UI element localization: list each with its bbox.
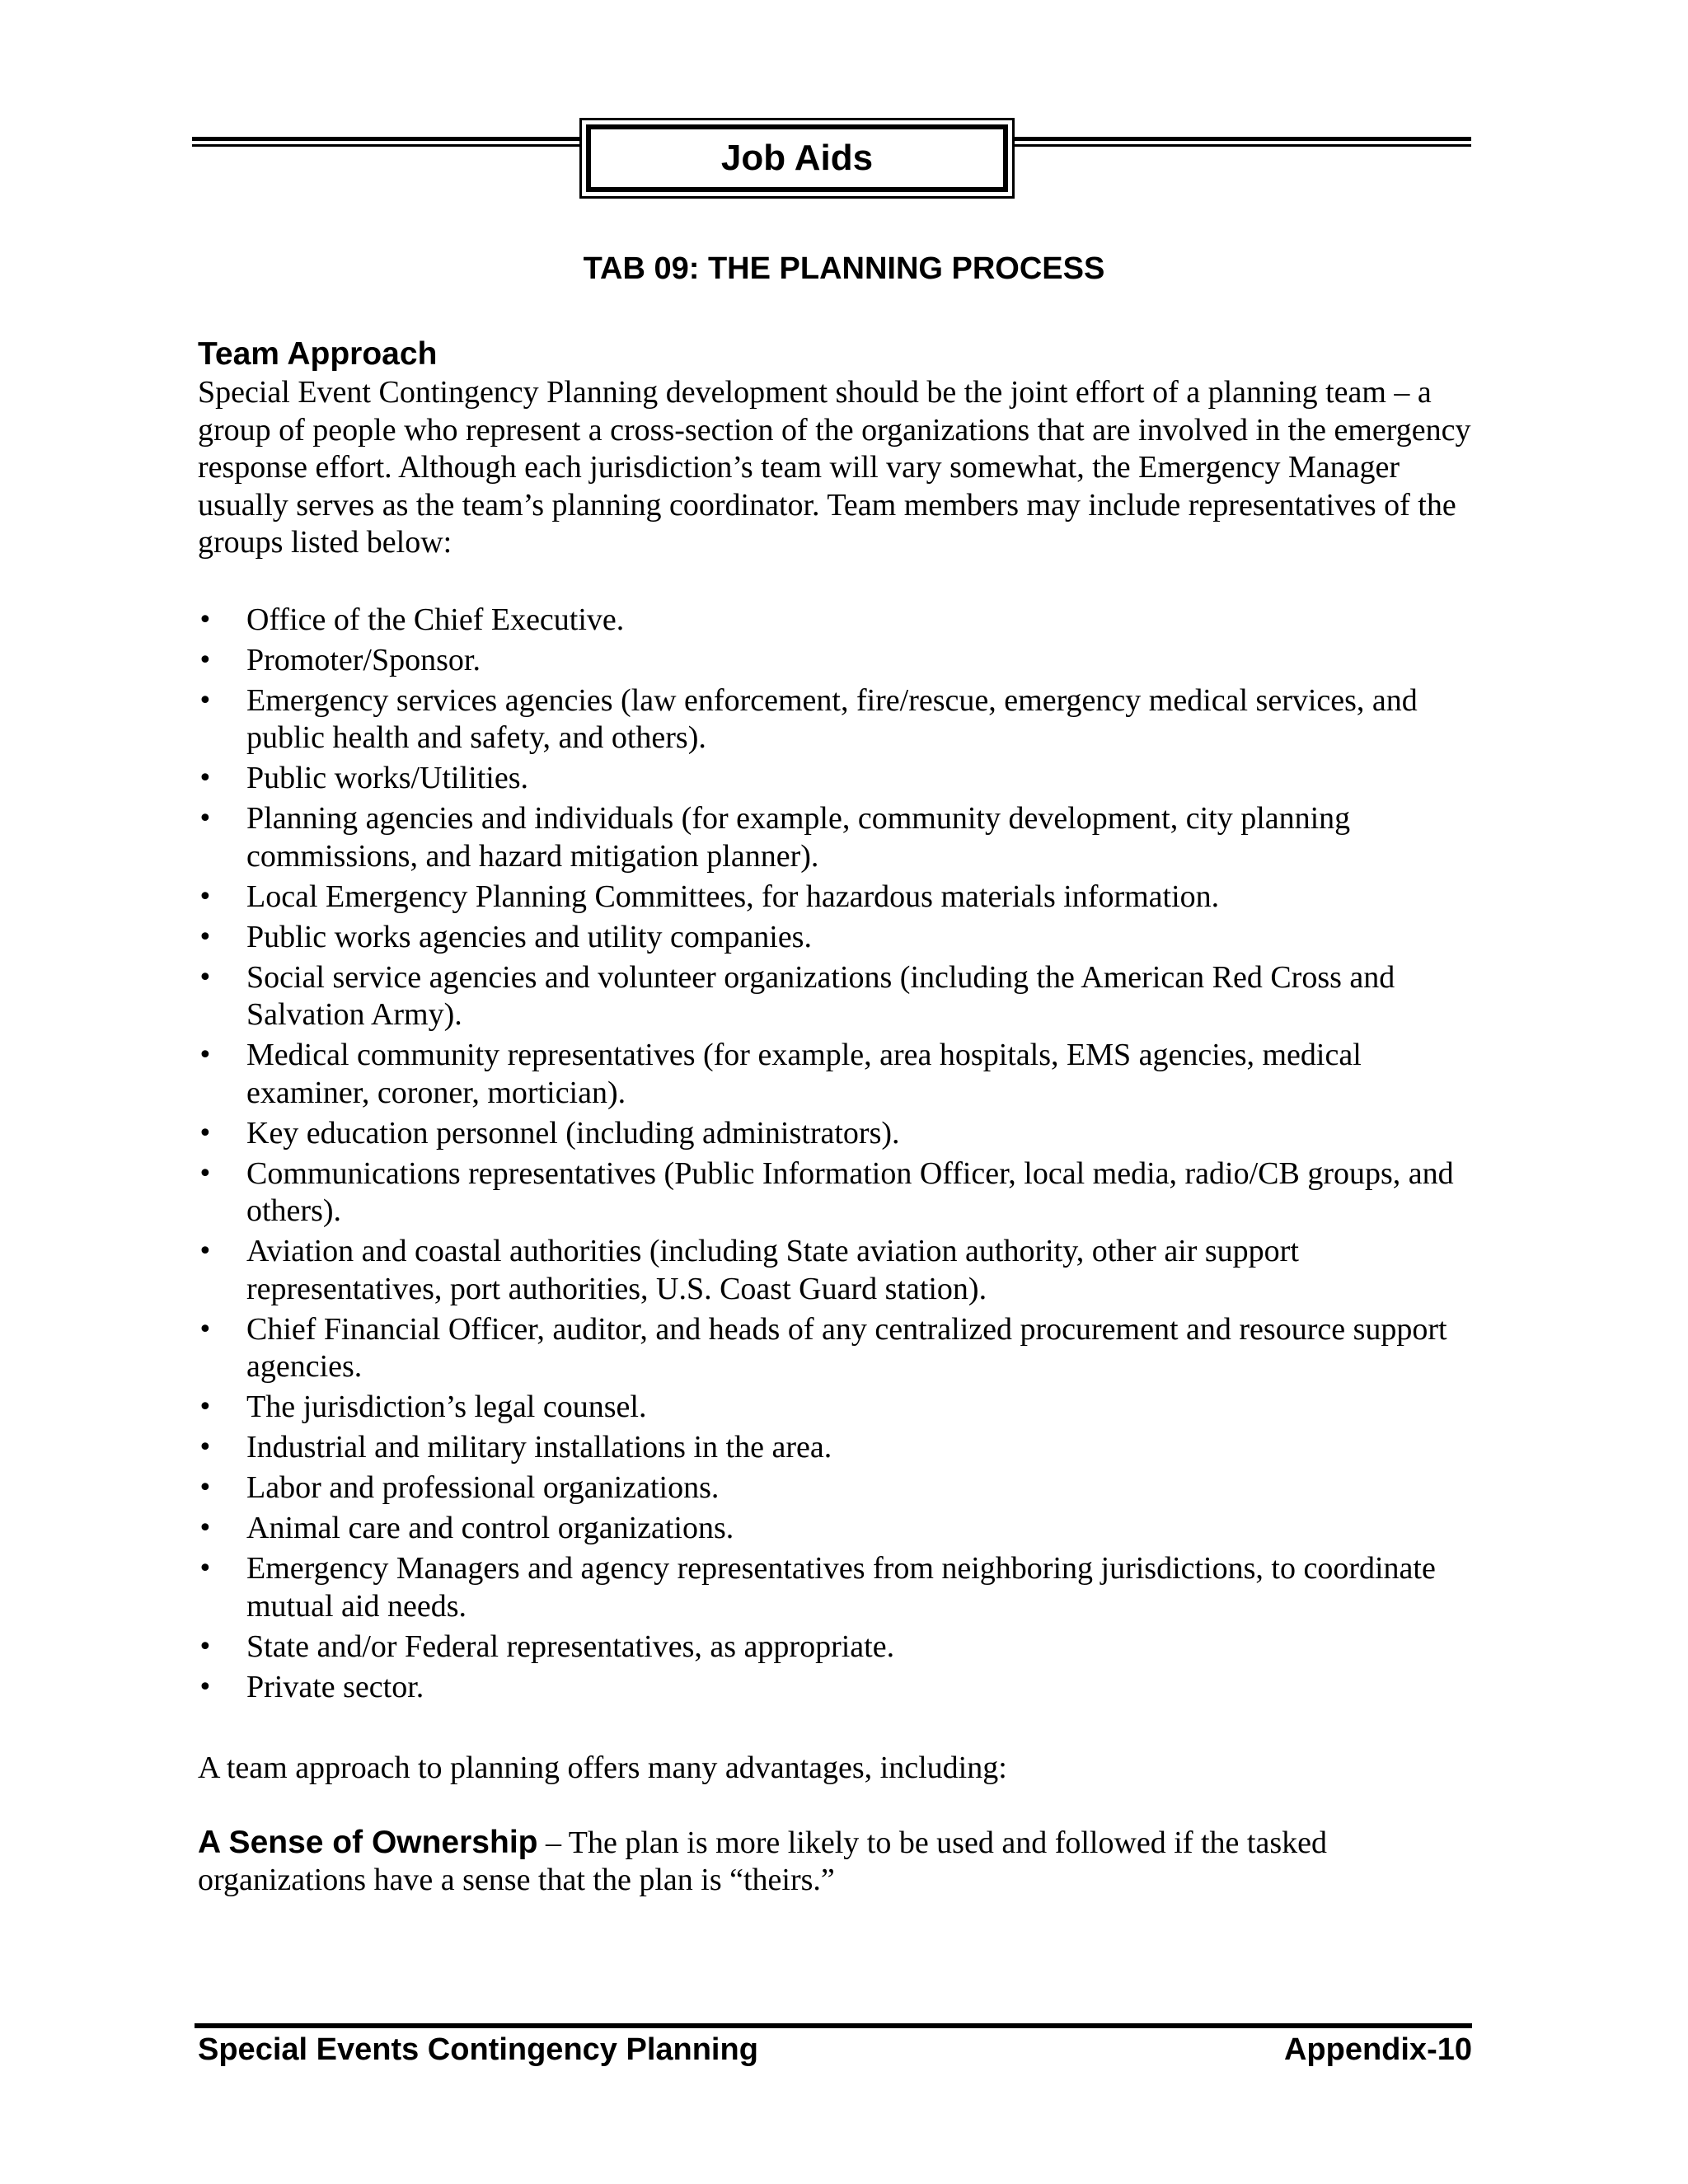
bullet-icon: • — [198, 1433, 213, 1462]
footer-rule — [195, 2023, 1472, 2028]
bullet-icon: • — [198, 1315, 213, 1344]
advantages-intro: A team approach to planning offers many advantages, including: — [198, 1750, 1007, 1785]
list-item — [198, 879, 1484, 916]
list-item-text: Communications representatives (Public Information Officer, local media, radio/CB groups, and others). — [246, 1155, 1454, 1228]
bullet-icon: • — [198, 1118, 213, 1148]
bullet-icon: • — [198, 1159, 213, 1188]
list-item-text: Medical community representatives (for example, area hospitals, EMS agencies, medical examiner, coroner, mortician). — [246, 1038, 1362, 1110]
list-item-text: Key education personnel (including administrators). — [246, 1115, 900, 1151]
list-item — [198, 642, 1484, 680]
ownership-text: – The plan is more likely to be used and followed if the tasked organizations have a sense that the plan is “theirs.” — [198, 1825, 1327, 1897]
list-item-text: Public works agencies and utility companies. — [246, 919, 812, 954]
list-item-text: Animal care and control organizations. — [246, 1511, 734, 1545]
list-item — [198, 1389, 1484, 1427]
bullet-icon: • — [198, 1672, 213, 1702]
job-aids-banner — [579, 118, 1015, 199]
list-item — [198, 1311, 1484, 1386]
bullet-icon: • — [198, 804, 213, 833]
list-item-text: Industrial and military installations in the area. — [246, 1430, 832, 1465]
list-item-text: Planning agencies and individuals (for example, community development, city planning commissions, and hazard mitigation planner). — [246, 801, 1351, 874]
bullet-icon: • — [198, 1393, 213, 1422]
list-item — [198, 1429, 1484, 1467]
header-rule-left — [192, 137, 583, 147]
bullet-icon: • — [198, 1041, 213, 1070]
list-item-text: Labor and professional organizations. — [246, 1470, 720, 1505]
bullet-icon: • — [198, 882, 213, 912]
list-item-text: Chief Financial Officer, auditor, and heads of any centralized procurement and resource support agencies. — [246, 1311, 1447, 1384]
list-item-text: Emergency services agencies (law enforcement, fire/rescue, emergency medical services, and public health and safety, and others). — [246, 682, 1418, 755]
list-item-text: State and/or Federal representatives, as appropriate. — [246, 1629, 895, 1664]
main-content — [198, 335, 1484, 1900]
bullet-icon: • — [198, 1514, 213, 1543]
footer-page-number: Appendix-10 — [1283, 2032, 1472, 2067]
list-item-text: Promoter/Sponsor. — [246, 642, 481, 677]
list-item — [198, 602, 1484, 640]
bullet-icon: • — [198, 1237, 213, 1266]
section-heading-team-approach: Team Approach — [198, 336, 438, 372]
tab-title: TAB 09: THE PLANNING PROCESS — [583, 251, 1105, 286]
bullet-icon: • — [198, 764, 213, 793]
bullet-icon: • — [198, 686, 213, 715]
bullet-icon: • — [198, 1474, 213, 1502]
list-item-text: Office of the Chief Executive. — [246, 602, 625, 637]
list-item — [198, 1629, 1484, 1666]
footer-document-title: Special Events Contingency Planning — [198, 2032, 758, 2067]
list-item — [198, 1155, 1484, 1230]
header-rule-right — [1011, 137, 1471, 147]
bullet-icon: • — [198, 1554, 213, 1583]
list-item — [198, 1037, 1484, 1112]
list-item-text: The jurisdiction’s legal counsel. — [246, 1390, 647, 1424]
list-item-text: Private sector. — [246, 1669, 424, 1704]
bullet-icon: • — [198, 922, 213, 952]
bullet-icon: • — [198, 605, 213, 635]
list-item — [198, 1550, 1484, 1625]
list-item-text: Local Emergency Planning Committees, for hazardous materials information. — [246, 879, 1220, 914]
team-approach-paragraph: Special Event Contingency Planning development should be the joint effort of a planning team – a group of people who represent a cross-section of the organizations that are involved in the emergency response effort. Although each jurisdiction’s team will vary somewhat, the Emergency Manager usually serves as the team’s planning coordinator. Team members may include representatives of the groups listed below: — [198, 375, 1471, 560]
list-item-text: Aviation and coastal authorities (including State aviation authority, other air support representatives, port authorities, U.S. Coast Guard station). — [246, 1234, 1299, 1306]
bullet-icon: • — [198, 963, 213, 992]
bullet-icon: • — [198, 645, 213, 675]
list-item — [198, 1233, 1484, 1308]
ownership-paragraph — [198, 1824, 1484, 1900]
list-item — [198, 959, 1484, 1034]
team-member-list — [198, 602, 1484, 1707]
bullet-icon: • — [198, 1632, 213, 1661]
list-item-text: Public works/Utilities. — [246, 761, 528, 795]
list-item — [198, 1115, 1484, 1153]
list-item — [198, 760, 1484, 798]
list-item — [198, 800, 1484, 875]
list-item-text: Emergency Managers and agency representatives from neighboring jurisdictions, to coordinate mutual aid needs. — [246, 1551, 1436, 1624]
list-item — [198, 1469, 1484, 1507]
ownership-heading: A Sense of Ownership — [198, 1824, 538, 1860]
list-item — [198, 919, 1484, 957]
list-item-text: Social service agencies and volunteer organizations (including the American Red Cross and Salvation Army). — [246, 959, 1395, 1032]
list-item — [198, 1669, 1484, 1707]
banner-title: Job Aids — [586, 124, 1008, 192]
list-item — [198, 1510, 1484, 1548]
list-item — [198, 682, 1484, 757]
